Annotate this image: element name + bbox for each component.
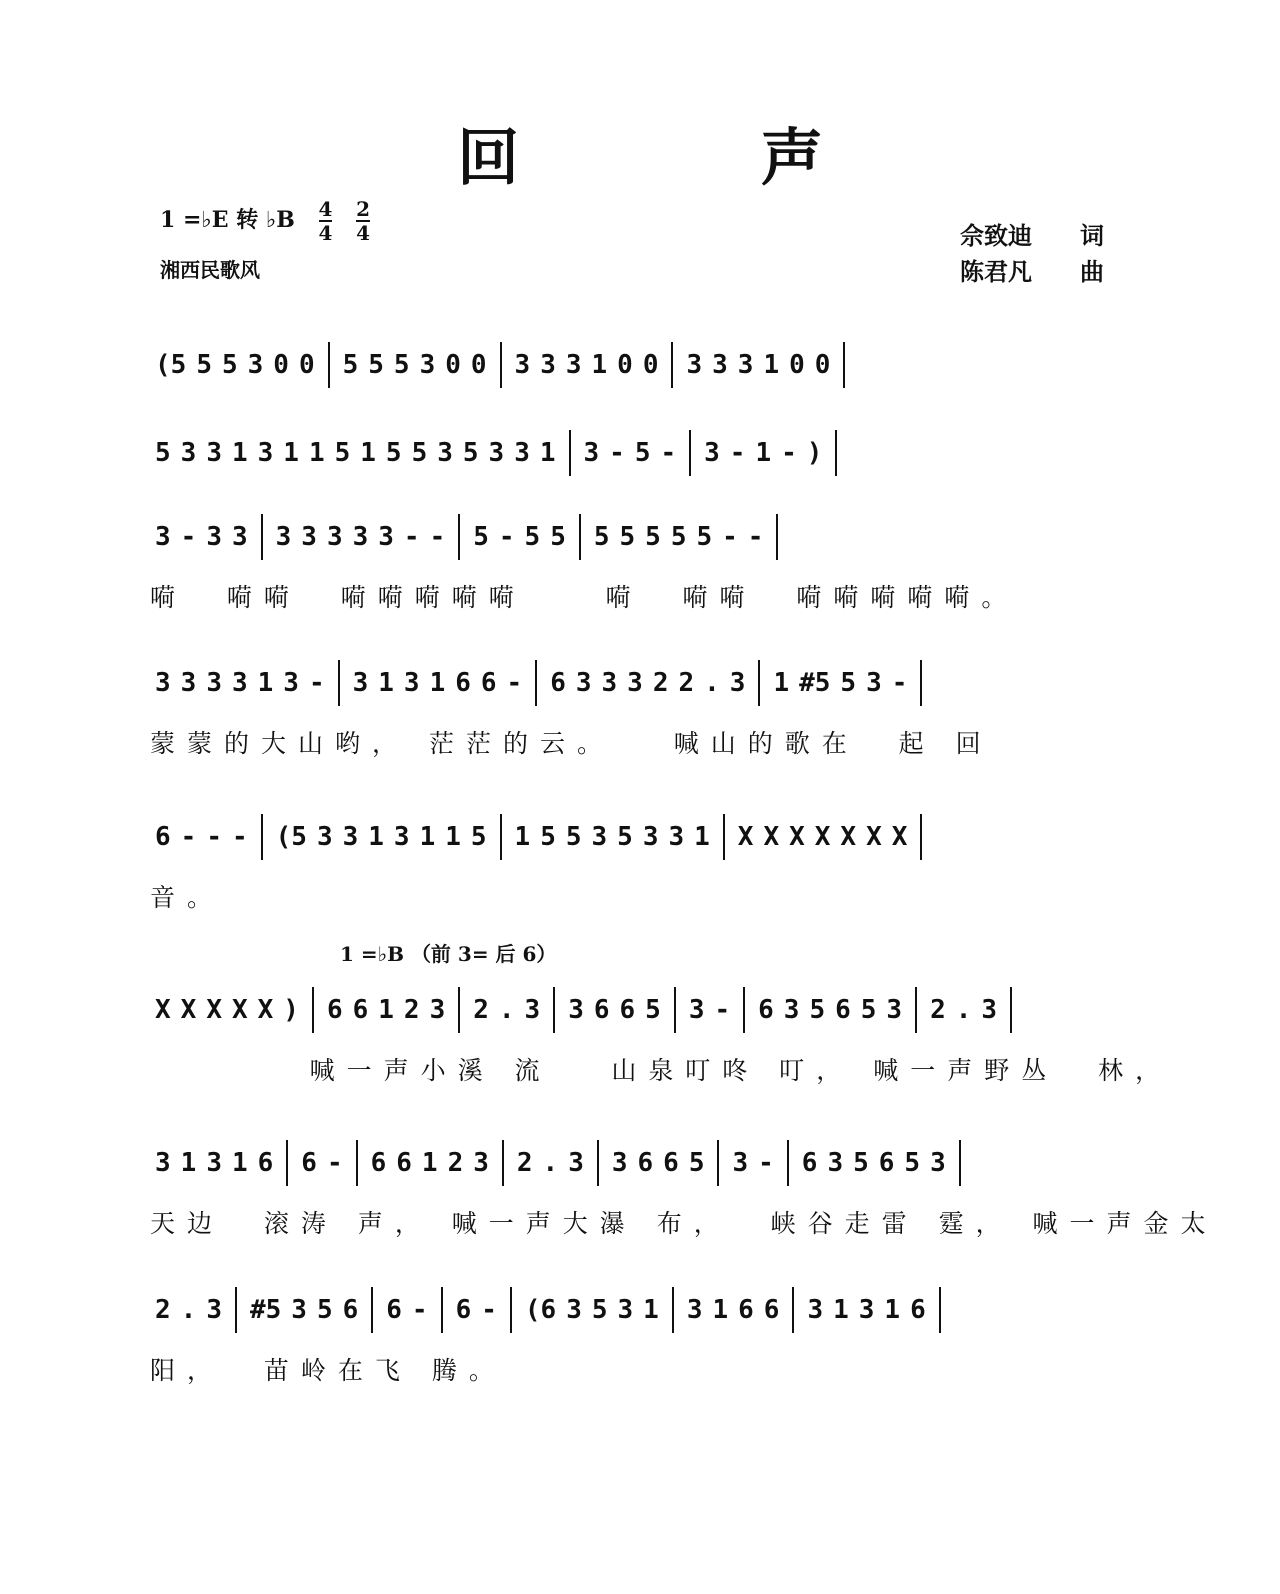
style-note: 湘西民歌风 bbox=[160, 258, 260, 282]
note: 3 bbox=[206, 438, 222, 468]
note: 1 bbox=[514, 822, 531, 852]
note: X bbox=[840, 822, 857, 852]
note: - bbox=[308, 668, 325, 698]
note: 3 bbox=[568, 995, 584, 1025]
note: 3 bbox=[206, 522, 222, 552]
time-signature-2-4: $\frac{2}{4}$ bbox=[356, 197, 371, 245]
note: 3 bbox=[827, 1148, 844, 1178]
note: 5 bbox=[540, 822, 556, 852]
note: 3 bbox=[231, 668, 248, 698]
note: 1 bbox=[773, 668, 790, 698]
composer-credit bbox=[960, 252, 1104, 287]
note: 6 bbox=[910, 1295, 926, 1325]
barline bbox=[535, 660, 537, 706]
note: 5 bbox=[393, 350, 410, 380]
note: (5 bbox=[155, 350, 187, 380]
staff-line bbox=[150, 428, 1130, 478]
note: 3 bbox=[886, 995, 903, 1025]
note: 1 bbox=[368, 822, 384, 852]
note: 3 bbox=[611, 1148, 628, 1178]
note: 1 bbox=[539, 438, 556, 468]
note: 3 bbox=[437, 438, 453, 468]
note: 6 bbox=[257, 1148, 274, 1178]
note: 2 bbox=[678, 668, 695, 698]
note: 3 bbox=[231, 522, 248, 552]
note: - bbox=[722, 522, 738, 552]
note: 5 bbox=[316, 1295, 333, 1325]
note: 5 bbox=[853, 1148, 869, 1178]
note: 6 bbox=[370, 1148, 387, 1178]
lyrics-row: 嗬 嗬嗬 嗬嗬嗬嗬嗬 嗬 嗬嗬 嗬嗬嗬嗬嗬。 bbox=[150, 583, 1019, 612]
song-title: 回 声 bbox=[457, 121, 933, 194]
note: 5 bbox=[334, 438, 351, 468]
staff-line bbox=[150, 658, 1130, 758]
notation-row bbox=[150, 428, 1130, 478]
note: . bbox=[542, 1148, 559, 1178]
lyrics-row: 阳， 苗岭在飞 腾。 bbox=[150, 1356, 506, 1385]
note: 3 bbox=[712, 350, 728, 380]
note: 3 bbox=[316, 822, 333, 852]
barline bbox=[579, 514, 581, 560]
note: - bbox=[506, 668, 523, 698]
barline bbox=[312, 987, 314, 1033]
note: 3 bbox=[729, 668, 746, 698]
note: - bbox=[781, 438, 797, 468]
note: 1 bbox=[421, 1148, 438, 1178]
note: 6 bbox=[455, 1295, 472, 1325]
note: X bbox=[155, 995, 171, 1025]
note: 5 bbox=[462, 438, 479, 468]
staff-line bbox=[150, 985, 1173, 1085]
barline bbox=[235, 1287, 237, 1333]
note: 5 bbox=[591, 1295, 608, 1325]
note: 3 bbox=[429, 995, 446, 1025]
note: 3 bbox=[473, 1148, 489, 1178]
note: 6 bbox=[550, 668, 566, 698]
barline bbox=[597, 1140, 599, 1186]
note: 5 bbox=[688, 1148, 705, 1178]
note: X bbox=[206, 995, 222, 1025]
note: 3 bbox=[575, 668, 592, 698]
note: 3 bbox=[568, 1148, 584, 1178]
note: X bbox=[180, 995, 197, 1025]
note: - bbox=[891, 668, 908, 698]
note: 3 bbox=[783, 995, 800, 1025]
note: 1 bbox=[360, 438, 376, 468]
note: 6 bbox=[663, 1148, 679, 1178]
note: 3 bbox=[524, 995, 541, 1025]
note: 6 bbox=[396, 1148, 412, 1178]
note: 0 bbox=[789, 350, 805, 380]
note: - bbox=[481, 1295, 497, 1325]
note: 0 bbox=[642, 350, 659, 380]
note: - bbox=[747, 522, 764, 552]
note: 5 bbox=[565, 822, 582, 852]
barline bbox=[458, 514, 460, 560]
barline bbox=[510, 1287, 512, 1333]
note: 3 bbox=[403, 668, 420, 698]
lyrics-row: 喊一声小溪 流 山泉叮咚 叮， 喊一声野丛 林， bbox=[150, 1056, 1173, 1085]
note: . bbox=[704, 668, 720, 698]
lyricist-credit bbox=[960, 216, 1104, 251]
note: 6 bbox=[352, 995, 369, 1025]
barline bbox=[458, 987, 460, 1033]
notation-row bbox=[150, 1138, 1130, 1188]
note: 5 bbox=[696, 522, 713, 552]
barline bbox=[717, 1140, 719, 1186]
note: 5 bbox=[524, 522, 541, 552]
note: 1 bbox=[378, 995, 394, 1025]
note: 3 bbox=[378, 522, 394, 552]
note: 5 bbox=[368, 350, 384, 380]
note: 3 bbox=[352, 522, 369, 552]
note: - bbox=[758, 1148, 774, 1178]
barline bbox=[776, 514, 778, 560]
barline bbox=[835, 430, 837, 476]
barline bbox=[500, 814, 502, 860]
barline bbox=[261, 814, 263, 860]
note: 1 bbox=[283, 438, 299, 468]
note: 3 bbox=[393, 822, 410, 852]
lyrics-row: 蒙蒙的大山哟， 茫茫的云。 喊山的歌在 起 回 bbox=[150, 729, 993, 758]
barline bbox=[441, 1287, 443, 1333]
note: 3 bbox=[155, 668, 171, 698]
note: 0 bbox=[273, 350, 289, 380]
barline bbox=[502, 1140, 504, 1186]
note: 3 bbox=[668, 822, 685, 852]
barline bbox=[758, 660, 760, 706]
barline bbox=[553, 987, 555, 1033]
barline bbox=[787, 1140, 789, 1186]
note: 3 bbox=[342, 822, 359, 852]
barline bbox=[689, 430, 691, 476]
note: 3 bbox=[155, 522, 171, 552]
note: 3 bbox=[866, 668, 882, 698]
notation-row bbox=[150, 985, 1130, 1035]
note: 1 bbox=[884, 1295, 901, 1325]
note: 3 bbox=[565, 350, 582, 380]
note: 3 bbox=[326, 522, 343, 552]
note: 3 bbox=[206, 1148, 222, 1178]
barline bbox=[674, 987, 676, 1033]
note: 1 bbox=[694, 822, 710, 852]
note: 5 bbox=[593, 522, 610, 552]
note: 5 bbox=[550, 522, 566, 552]
note: - bbox=[206, 822, 222, 852]
note: 2 bbox=[473, 995, 489, 1025]
note: 6 bbox=[455, 668, 471, 698]
note: 3 bbox=[180, 438, 197, 468]
note: 1 bbox=[429, 668, 446, 698]
note: 6 bbox=[155, 822, 171, 852]
barline bbox=[920, 814, 922, 860]
note: 6 bbox=[386, 1295, 402, 1325]
modulation-marking: 1 =♭B （前 3= 后 6） bbox=[340, 942, 557, 966]
time-signature-4-4: $\frac{4}{4}$ bbox=[318, 197, 333, 245]
lyricist-name: 佘致迪 bbox=[960, 222, 1032, 250]
note: 3 bbox=[732, 1148, 749, 1178]
note: X bbox=[866, 822, 882, 852]
note: 6 bbox=[758, 995, 774, 1025]
note: . bbox=[498, 995, 515, 1025]
note: X bbox=[789, 822, 805, 852]
note: 5 bbox=[670, 522, 687, 552]
note: - bbox=[714, 995, 731, 1025]
note: - bbox=[498, 522, 515, 552]
key-signature bbox=[160, 198, 370, 244]
note: 6 bbox=[342, 1295, 359, 1325]
note: 3 bbox=[419, 350, 436, 380]
lyrics-row: 天边 滚涛 声， 喊一声大瀑 布， 峡谷走雷 霆， 喊一声金太 bbox=[150, 1209, 1218, 1238]
note: 3 bbox=[206, 668, 222, 698]
note: 6 bbox=[763, 1295, 780, 1325]
note: 5 bbox=[617, 822, 633, 852]
barline bbox=[286, 1140, 288, 1186]
note: 1 bbox=[591, 350, 608, 380]
note: 3 bbox=[247, 350, 264, 380]
note: - bbox=[403, 522, 420, 552]
note: 2 bbox=[447, 1148, 464, 1178]
notation-row bbox=[150, 658, 1130, 708]
note: 2 bbox=[403, 995, 420, 1025]
note: 3 bbox=[275, 522, 292, 552]
barline bbox=[915, 987, 917, 1033]
note: 6 bbox=[326, 995, 343, 1025]
note: 3 bbox=[807, 1295, 824, 1325]
barline bbox=[371, 1287, 373, 1333]
note: 3 bbox=[283, 668, 299, 698]
barline bbox=[743, 987, 745, 1033]
note: 5 bbox=[904, 1148, 921, 1178]
note: 3 bbox=[352, 668, 369, 698]
note: 5 bbox=[645, 522, 661, 552]
note: 2 bbox=[155, 1295, 171, 1325]
staff-line bbox=[150, 340, 1130, 390]
note: 3 bbox=[688, 995, 705, 1025]
note: 6 bbox=[835, 995, 851, 1025]
note: - bbox=[231, 822, 248, 852]
note: 3 bbox=[686, 1295, 703, 1325]
note: 1 bbox=[419, 822, 436, 852]
note: 3 bbox=[642, 822, 659, 852]
barline bbox=[671, 342, 673, 388]
note: 3 bbox=[155, 1148, 171, 1178]
note: 1 bbox=[308, 438, 325, 468]
note: 1 bbox=[712, 1295, 729, 1325]
note: X bbox=[231, 995, 248, 1025]
note: 2 bbox=[652, 668, 669, 698]
note: 3 bbox=[627, 668, 643, 698]
note: 5 bbox=[385, 438, 402, 468]
note: (6 bbox=[524, 1295, 557, 1325]
note: 1 bbox=[231, 438, 248, 468]
note: 0 bbox=[814, 350, 831, 380]
note: 3 bbox=[858, 1295, 875, 1325]
note: #5 bbox=[249, 1295, 282, 1325]
note: 6 bbox=[619, 995, 636, 1025]
barline bbox=[1010, 987, 1012, 1033]
notation-row bbox=[150, 340, 1130, 390]
note: 3 bbox=[180, 668, 197, 698]
note: 0 bbox=[445, 350, 461, 380]
note: . bbox=[955, 995, 972, 1025]
notation-row bbox=[150, 812, 1130, 862]
note: 6 bbox=[738, 1295, 754, 1325]
note: - bbox=[180, 822, 197, 852]
note: X bbox=[814, 822, 831, 852]
barline bbox=[792, 1287, 794, 1333]
note: - bbox=[326, 1148, 343, 1178]
note: 6 bbox=[801, 1148, 818, 1178]
note: 3 bbox=[601, 668, 618, 698]
note: 1 bbox=[833, 1295, 849, 1325]
note: #5 bbox=[799, 668, 831, 698]
note: 3 bbox=[540, 350, 556, 380]
key-text: 1 =♭E 转 ♭B bbox=[160, 207, 295, 233]
note: 1 bbox=[231, 1148, 248, 1178]
note: 5 bbox=[155, 438, 171, 468]
note: 6 bbox=[301, 1148, 317, 1178]
note: 6 bbox=[480, 668, 497, 698]
note: 3 bbox=[704, 438, 720, 468]
note: 5 bbox=[809, 995, 826, 1025]
note: 3 bbox=[514, 438, 530, 468]
note: 1 bbox=[643, 1295, 659, 1325]
barline bbox=[261, 514, 263, 560]
note: 3 bbox=[591, 822, 608, 852]
barline bbox=[569, 430, 571, 476]
note: 3 bbox=[291, 1295, 307, 1325]
note: 5 bbox=[634, 438, 651, 468]
note: 3 bbox=[488, 438, 505, 468]
note: - bbox=[180, 522, 197, 552]
notation-row bbox=[150, 512, 1130, 562]
note: 6 bbox=[637, 1148, 654, 1178]
barline bbox=[672, 1287, 674, 1333]
note: 1 bbox=[445, 822, 461, 852]
barline bbox=[500, 342, 502, 388]
note: - bbox=[660, 438, 677, 468]
note: - bbox=[609, 438, 625, 468]
note: 5 bbox=[619, 522, 636, 552]
barline bbox=[356, 1140, 358, 1186]
staff-line bbox=[150, 1285, 1130, 1385]
note: 5 bbox=[221, 350, 238, 380]
note: 5 bbox=[342, 350, 359, 380]
note: 2 bbox=[516, 1148, 533, 1178]
note: 0 bbox=[470, 350, 487, 380]
barline bbox=[338, 660, 340, 706]
note: ) bbox=[806, 438, 823, 468]
note: (5 bbox=[275, 822, 307, 852]
note: 6 bbox=[878, 1148, 895, 1178]
note: - bbox=[729, 438, 746, 468]
note: 3 bbox=[257, 438, 274, 468]
note: 0 bbox=[298, 350, 315, 380]
note: 3 bbox=[514, 350, 531, 380]
barline bbox=[959, 1140, 961, 1186]
note: 5 bbox=[473, 522, 489, 552]
note: 3 bbox=[583, 438, 600, 468]
composer-name: 陈君凡 bbox=[960, 258, 1032, 286]
note: 1 bbox=[378, 668, 394, 698]
composer-role: 曲 bbox=[1080, 258, 1104, 286]
note: 1 bbox=[763, 350, 780, 380]
staff-line bbox=[150, 812, 1130, 912]
note: 3 bbox=[737, 350, 754, 380]
note: 3 bbox=[301, 522, 317, 552]
lyrics-row: 音。 bbox=[150, 883, 225, 912]
note: 5 bbox=[411, 438, 428, 468]
note: - bbox=[429, 522, 446, 552]
note: 5 bbox=[470, 822, 487, 852]
lyricist-role: 词 bbox=[1080, 222, 1104, 250]
barline bbox=[843, 342, 845, 388]
note: 5 bbox=[840, 668, 857, 698]
note: 3 bbox=[566, 1295, 582, 1325]
barline bbox=[723, 814, 725, 860]
note: 3 bbox=[206, 1295, 222, 1325]
note: 1 bbox=[755, 438, 772, 468]
note: - bbox=[411, 1295, 428, 1325]
note: 3 bbox=[981, 995, 998, 1025]
barline bbox=[939, 1287, 941, 1333]
staff-line bbox=[150, 1138, 1218, 1238]
note: . bbox=[180, 1295, 197, 1325]
note: 1 bbox=[180, 1148, 197, 1178]
staff-line bbox=[150, 512, 1130, 612]
note: 5 bbox=[196, 350, 212, 380]
note: 3 bbox=[930, 1148, 946, 1178]
barline bbox=[328, 342, 330, 388]
note: 3 bbox=[617, 1295, 634, 1325]
note: 3 bbox=[686, 350, 703, 380]
note: X bbox=[891, 822, 908, 852]
notation-row bbox=[150, 1285, 1130, 1335]
note: 6 bbox=[593, 995, 610, 1025]
note: 1 bbox=[257, 668, 274, 698]
note: 5 bbox=[860, 995, 877, 1025]
note: 5 bbox=[645, 995, 661, 1025]
barline bbox=[920, 660, 922, 706]
note: X bbox=[737, 822, 754, 852]
note: 2 bbox=[930, 995, 946, 1025]
note: X bbox=[257, 995, 274, 1025]
note: 0 bbox=[617, 350, 633, 380]
note: X bbox=[763, 822, 780, 852]
note: ) bbox=[283, 995, 299, 1025]
